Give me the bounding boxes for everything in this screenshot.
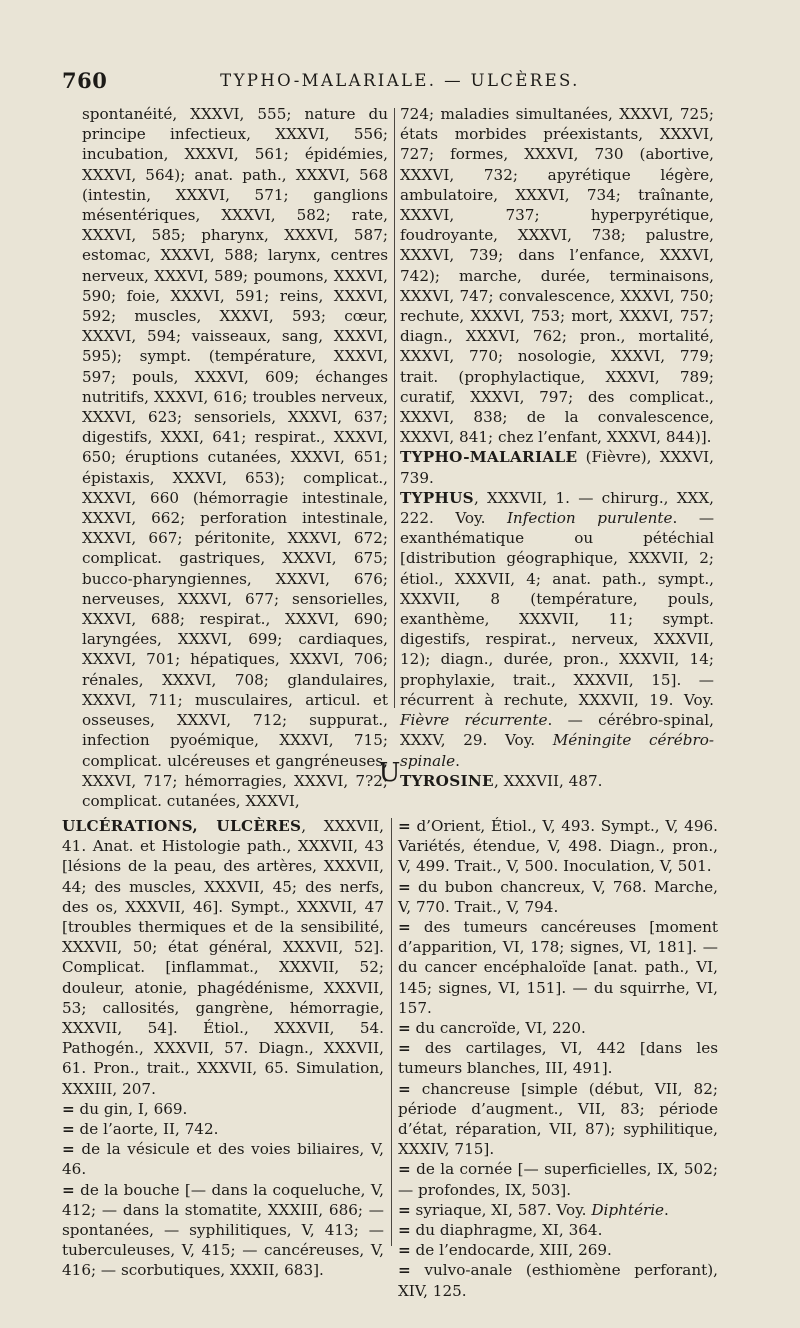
entry-text: du diaphragme, XI, 364. (410, 1221, 603, 1240)
entry-text: . (664, 1200, 669, 1219)
entry-text: , XXXVII, 41. Anat. et Histologie path., XXXVII, 43 [lésions de la peau, des artères, XXXVII, 44; des muscles, XXXVII, 45; des nerfs, des os, XXXVII, 46]. Sympt., XXXVII, 47 [troubles thermiques et de la sensibilité, XXXVII, 50; état général, XXXVII, 52]. Complicat. [inflammat., XXXVII, 52; douleur, atonie, phagédénisme, XXXVII, 53; callosités, gangrène, hémorragie, XXXVII, 54]. Étiol., XXXVII, 54. Pathogén., XXXVII, 57. Diagn., XXXVII, 61. Pron., trait., XXXVII, 65. Simulation, XXXIII, 207. (62, 817, 385, 1098)
entry-text: de la bouche [— dans la coqueluche, V, 412; — dans la stomatite, XXXIII, 686; — spontanées, — syphilitiques, V, 413; — tuberculeuses, V, 415; — cancéreuses, V, 416; — scorbutiques, XXXII, 683]. (62, 1180, 384, 1280)
entry-text: de l’aorte, II, 742. (74, 1120, 219, 1139)
bottom-left-column (62, 816, 384, 1281)
index-entry (398, 1240, 718, 1260)
index-entry (400, 104, 714, 447)
entry-text: 724; maladies simultanées, XXXVI, 725; états morbides préexistants, XXXVI, 727; formes, XXXVI, 730 (abortive, XXXVI, 732; apyrétique légère, ambulatoire, XXXVI, 734; traînante, XXXVI, 737; hyperpyrétique, foudroyante, XXXVI, 738; palustre, XXXVI, 739; dans l’enfance, XXXVI, 742); marche, durée, terminaisons, XXXVI, 747; convalescence, XXXVI, 750; rechute, XXXVI, 753; mort, XXXVI, 757; diagn., XXXVI, 762; pron., mortalité, XXXVI, 770; nosologie, XXXVI, 779; trait. (prophylactique, XXXVI, 789; curatif, XXXVI, 797; des complicat., XXXVI, 838; de la convalescence, XXXVI, 841; chez l’enfant, XXXVI, 844)]. (400, 105, 714, 447)
index-entry (398, 877, 718, 917)
entry-text: de la cornée [— superficielles, IX, 502; — profondes, IX, 503]. (398, 1160, 718, 1199)
ditto-mark: = (398, 817, 411, 835)
index-entry (400, 488, 714, 771)
column-divider-top (394, 108, 395, 708)
page-number: 760 (62, 68, 108, 93)
ditto-mark: = (398, 918, 411, 937)
ditto-mark: = (398, 1200, 411, 1219)
cross-reference: Fièvre récurrente (400, 711, 548, 730)
entry-headword: TYPHUS (400, 488, 474, 507)
index-entry (398, 1260, 718, 1300)
ditto-mark: = (398, 1160, 411, 1179)
ditto-mark: = (62, 1140, 75, 1159)
entry-text: du bubon chancreux, V, 768. Marche, V, 770. Trait., V, 794. (398, 877, 718, 916)
page-header (62, 68, 738, 98)
running-title: TYPHO-MALARIALE. — ULCÈRES. (220, 71, 580, 90)
entry-text: syriaque, XI, 587. Voy. (410, 1200, 592, 1219)
cross-reference: Diphtérie (591, 1200, 665, 1219)
entry-text: . — exanthématique ou pétéchial [distribution géographique, XXXVII, 2; étiol., XXXVII, 4; anat. path., sympt., XXXVII, 8 (température, pouls, exanthème, XXXVII, 11; sympt. digestifs, respirat., nerveux, XXXVII, 12); diagn., durée, pron., XXXVII, 14; prophylaxie, trait., XXXVII, 15]. — récurrent à rechute, XXXVII, 19. Voy. (400, 509, 715, 709)
entry-text: de l’endocarde, XIII, 269. (410, 1241, 612, 1260)
entry-text: spontanéité, XXXVI, 555; nature du principe infectieux, XXXVI, 556; incubation, XXXVI, 561; épidémies, XXXVI, 564); anat. path., XXXVI, 568 (intestin, XXXVI, 571; ganglions mésentériques, XXXVI, 582; rate, XXXVI, 585; pharynx, XXXVI, 587; estomac, XXXVI, 588; larynx, centres nerveux, XXXVI, 589; poumons, XXXVI, 590; foie, XXXVI, 591; reins, XXXVI, 592; muscles, XXXVI, 593; cœur, XXXVI, 594; vaisseaux, sang, XXXVI, 595); sympt. (température, XXXVI, 597; pouls, XXXVI, 609; échanges nutritifs, XXXVI, 616; troubles nerveux, XXXVI, 623; sensoriels, XXXVI, 637; digestifs, XXXI, 641; respirat., XXXVI, 650; éruptions cutanées, XXXVI, 651; épistaxis, XXXVI, 653); complicat., XXXVI, 660 (hémorragie intestinale, XXXVI, 662; perforation intestinale, XXXVI, 667; péritonite, XXXVI, 672; complicat. gastriques, XXXVI, 675; bucco-pharyngiennes, XXXVI, 676; nerveuses, XXXVI, 677; sensorielles, XXXVI, 688; respirat., XXXVI, 690; laryngées, XXXVI, 699; cardiaques, XXXVI, 701; hépatiques, XXXVI, 706; rénales, XXXVI, 708; glandulaires, XXXVI, 711; musculaires, articul. et osseuses, XXXVI, 712; suppurat., infection pyoémique, XXXVI, 715; complicat. ulcéreuses et gangréneuses, XXXVI, 717; hémorragies, XXXVI, 7?2; complicat. cutanées, XXXVI, (82, 105, 388, 810)
index-entry (62, 1119, 384, 1139)
index-entry (62, 1139, 384, 1179)
entry-headword: TYROSINE (400, 771, 494, 790)
section-letter: U (378, 758, 402, 788)
ditto-mark: = (398, 1241, 411, 1260)
index-entry (398, 1038, 718, 1078)
index-entry (398, 1220, 718, 1240)
entry-text: . (455, 751, 460, 770)
index-entry (398, 1159, 718, 1199)
cross-reference: Méningite cérébro-spinale (400, 731, 714, 770)
ditto-mark: = (398, 1221, 411, 1240)
entry-text: , XXXVII, 487. (493, 771, 603, 790)
column-divider-bottom (391, 818, 392, 1246)
index-entry (400, 447, 714, 487)
top-left-column (82, 104, 388, 811)
cross-reference: Infection purulente (506, 509, 673, 528)
entry-text: (Fièvre), XXXVI, 739. (400, 448, 714, 487)
index-entry (398, 917, 718, 1018)
entry-text: de la vésicule et des voies biliaires, V, 46. (62, 1140, 384, 1179)
entry-text: du cancroïde, VI, 220. (410, 1019, 586, 1038)
entry-text: . — cérébro-spinal, XXXV, 29. Voy. (400, 711, 714, 750)
index-entry (62, 1180, 384, 1281)
index-entry (398, 1200, 718, 1220)
index-entry (62, 1099, 384, 1119)
top-right-column (400, 104, 714, 791)
index-entry (398, 816, 718, 877)
ditto-mark: = (398, 877, 411, 896)
bottom-right-column (398, 816, 718, 1301)
ditto-mark: = (62, 1099, 75, 1118)
ditto-mark: = (398, 1019, 411, 1038)
ditto-mark: = (398, 1039, 411, 1058)
index-entry (398, 1079, 718, 1160)
entry-text: , XXXVII, 1. — chirurg., XXX, 222. Voy. (400, 488, 714, 528)
ditto-mark: = (62, 1120, 75, 1139)
index-entry (82, 104, 388, 811)
entry-text: des tumeurs cancéreuses [moment d’apparition, VI, 178; signes, VI, 181]. — du cancer encéphaloïde [anat. path., VI, 145; signes, VI, 151]. — du squirrhe, VI, 157. (398, 918, 718, 1017)
index-entry (62, 816, 384, 1099)
entry-headword: ULCÉRATIONS, ULCÈRES (62, 817, 302, 835)
entry-headword: TYPHO-MALARIALE (400, 448, 578, 467)
entry-text: vulvo-anale (esthiomène perforant), XIV, 125. (398, 1261, 718, 1300)
ditto-mark: = (62, 1180, 75, 1199)
ditto-mark: = (398, 1261, 411, 1280)
index-entry (398, 1018, 718, 1038)
entry-text: du gin, I, 669. (74, 1099, 188, 1118)
entry-text: des cartilages, VI, 442 [dans les tumeurs blanches, III, 491]. (398, 1039, 718, 1078)
entry-text: chancreuse [simple (début, VII, 82; période d’augment., VII, 83; période d’état, réparation, VII, 87); syphilitique, XXXIV, 715]. (398, 1079, 718, 1159)
ditto-mark: = (398, 1079, 411, 1098)
entry-text: d’Orient, Étiol., V, 493. Sympt., V, 496. Variétés, étendue, V, 498. Diagn., pron., V, 499. Trait., V, 500. Inoculation, V, 501. (398, 817, 718, 876)
